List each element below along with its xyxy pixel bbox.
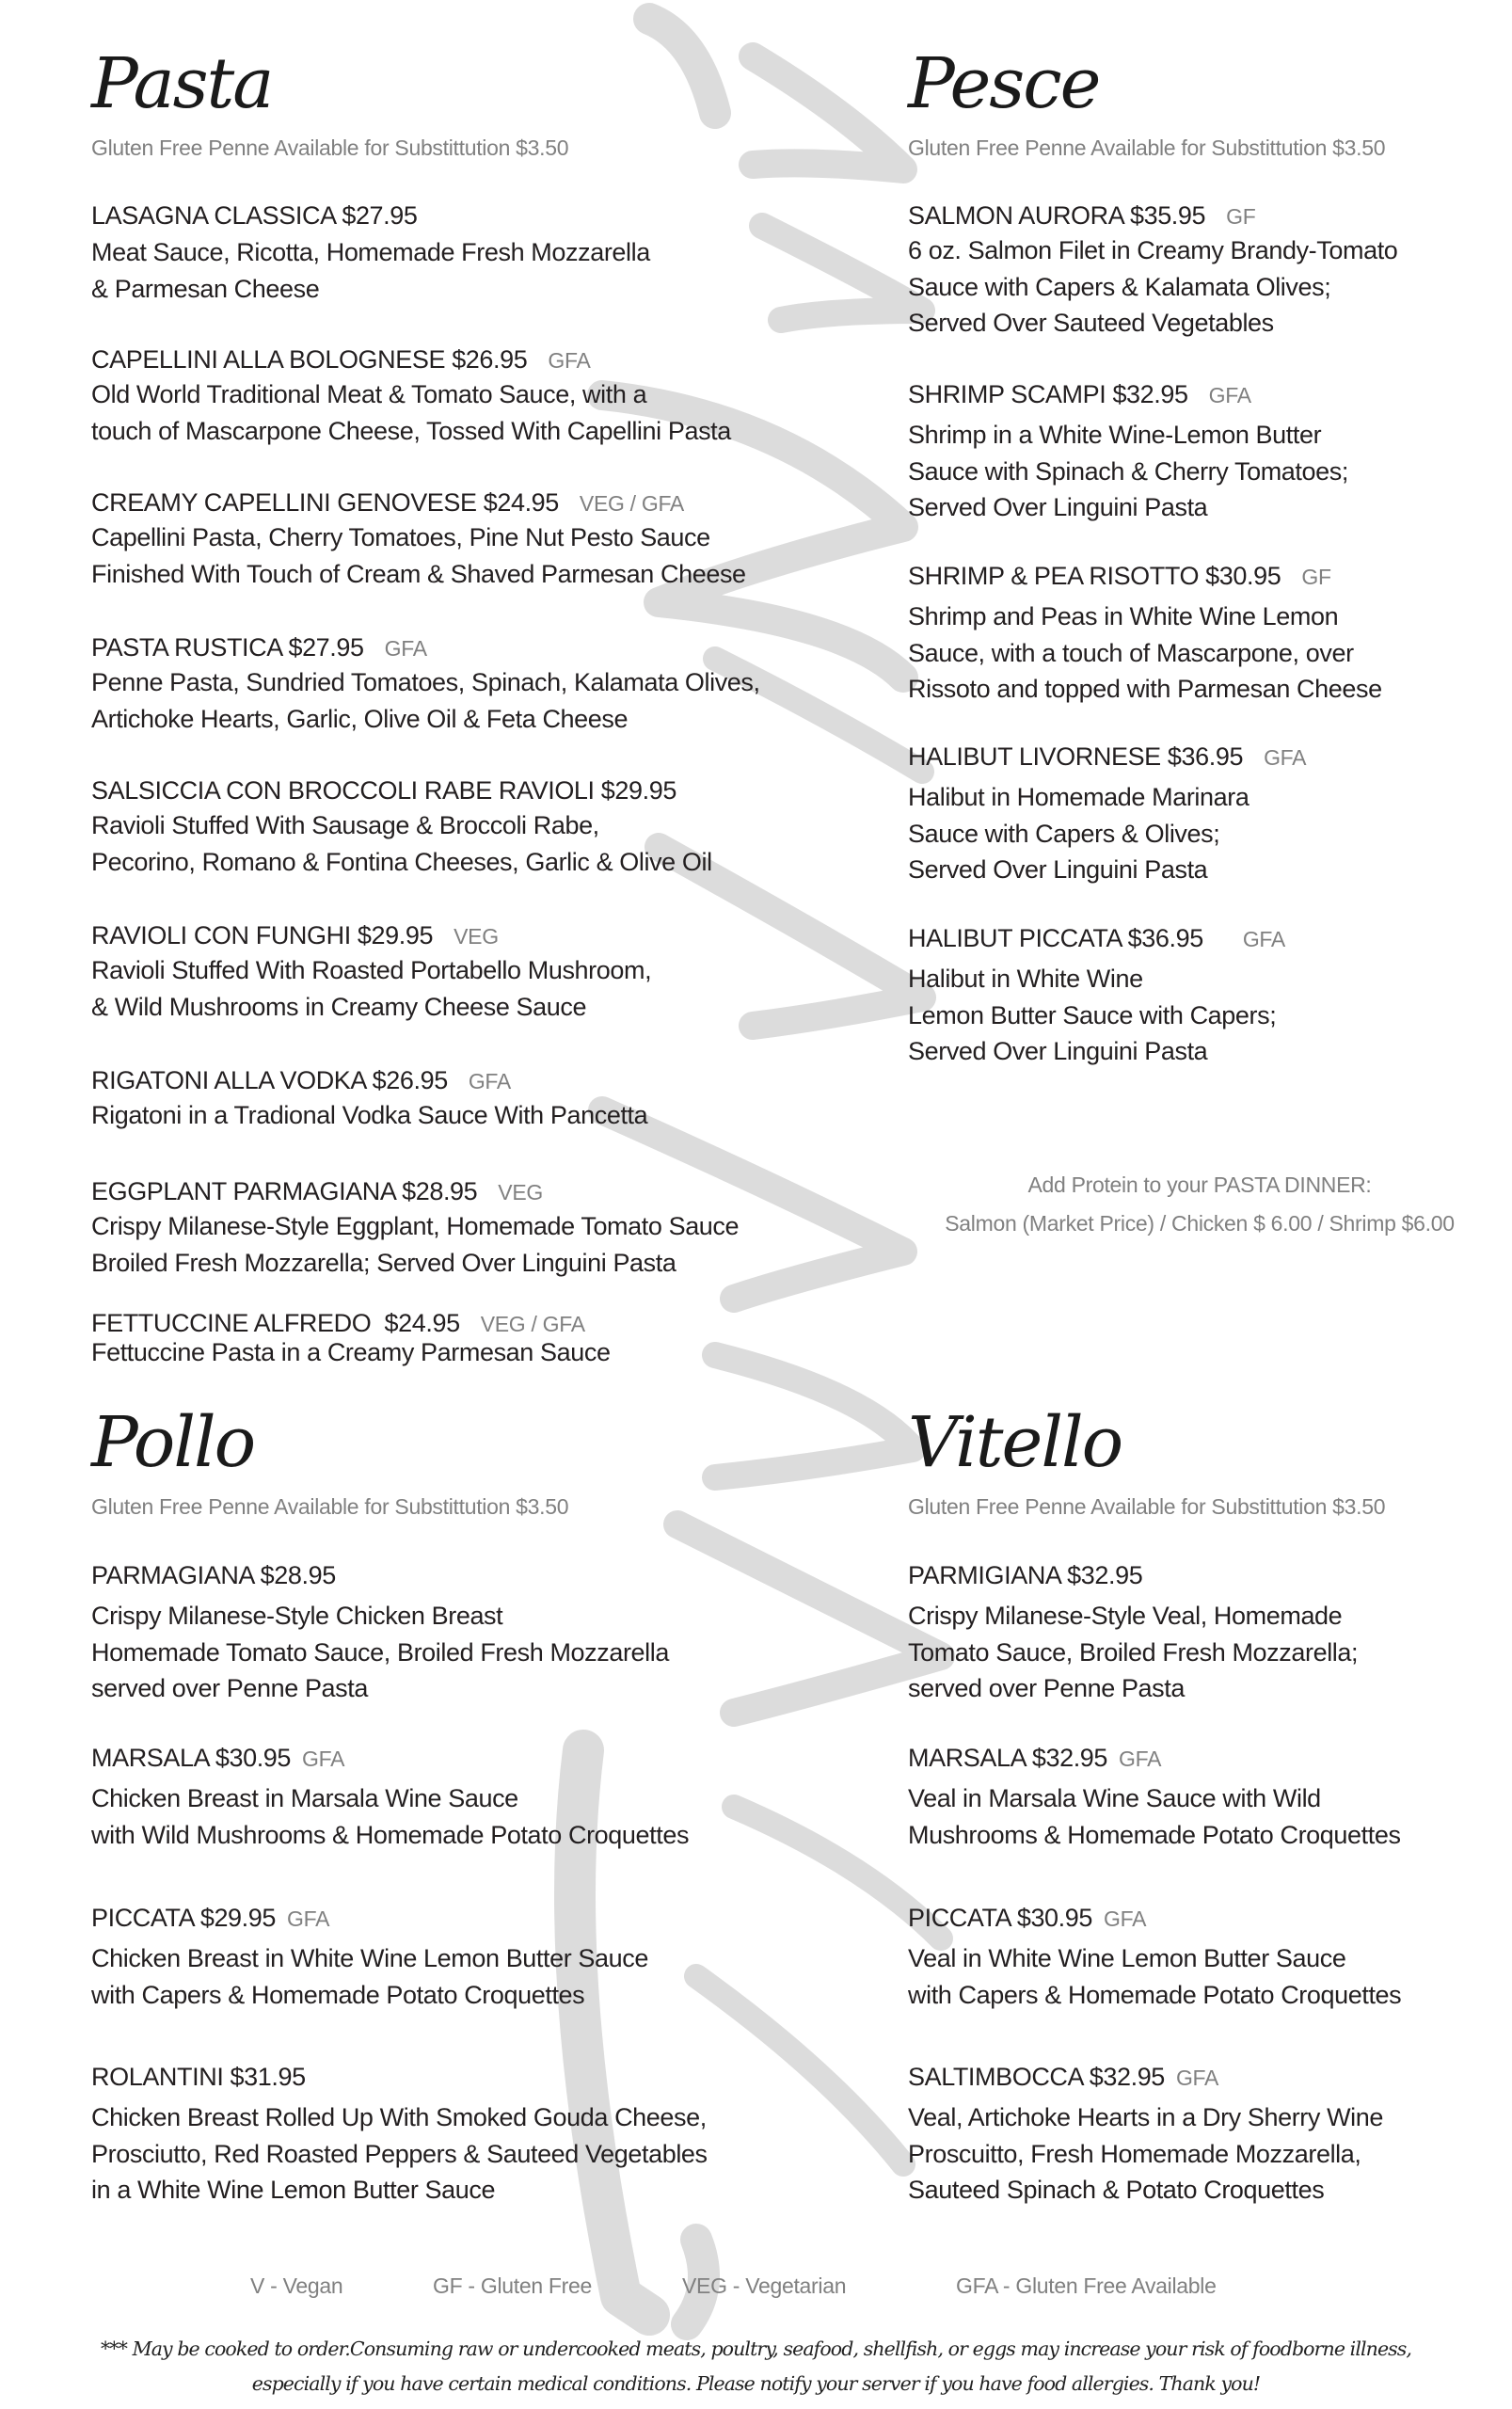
desc-line: Chicken Breast Rolled Up With Smoked Gouda Cheese,: [91, 2103, 707, 2131]
item-name-text: HALIBUT LIVORNESE $36.95: [908, 742, 1244, 771]
item-name-text: FETTUCCINE ALFREDO $24.95: [91, 1309, 460, 1337]
desc-line: Lemon Butter Sauce with Capers;: [908, 1000, 1277, 1029]
item-name: [91, 778, 712, 804]
item-name-text: HALIBUT PICCATA $36.95: [908, 924, 1203, 952]
desc-line: 6 oz. Salmon Filet in Creamy Brandy-Tomato: [908, 236, 1398, 264]
desc-line: Fettuccine Pasta in a Creamy Parmesan Sauce: [91, 1338, 611, 1366]
menu-item: [908, 1906, 1401, 2013]
item-description: [908, 232, 1397, 342]
add-protein-prices: Salmon (Market Price) / Chicken $ 6.00 / Shrimp $6.00: [945, 1211, 1455, 1236]
menu-item: [908, 1563, 1358, 1707]
section-subtitle-pollo: Gluten Free Penne Available for Substittution $3.50: [91, 1494, 569, 1519]
item-name-text: ROLANTINI $31.95: [91, 2063, 306, 2091]
desc-line: Veal in Marsala Wine Sauce with Wild: [908, 1784, 1321, 1812]
item-description: [91, 1598, 669, 1707]
item-name-text: LASAGNA CLASSICA $27.95: [91, 201, 418, 230]
item-description: [91, 807, 712, 880]
desc-line: Sauteed Spinach & Potato Croquettes: [908, 2176, 1325, 2204]
item-description: [91, 1097, 647, 1134]
item-name: [91, 203, 650, 229]
item-name-text: SALMON AURORA $35.95: [908, 201, 1206, 230]
item-description: [91, 519, 746, 592]
desc-line: Meat Sauce, Ricotta, Homemade Fresh Mozzarella: [91, 238, 650, 266]
desc-line: Chicken Breast in White Wine Lemon Butter Sauce: [91, 1944, 648, 1972]
section-title-pesce: Pesce: [908, 43, 1100, 124]
desc-line: Served Over Linguini Pasta: [908, 855, 1208, 884]
section-subtitle-pasta: Gluten Free Penne Available for Substittution $3.50: [91, 136, 569, 160]
item-description: [91, 664, 760, 737]
desc-line: Crispy Milanese-Style Eggplant, Homemade Tomato Sauce: [91, 1212, 740, 1240]
menu-item: [91, 1179, 739, 1281]
dietary-tag: VEG / GFA: [480, 1312, 585, 1336]
menu-item: [91, 1311, 611, 1371]
item-name: [91, 923, 651, 949]
dietary-tag: VEG / GFA: [579, 491, 684, 516]
item-name-text: SALSICCIA CON BROCCOLI RABE RAVIOLI $29.95: [91, 776, 676, 805]
item-name-text: CREAMY CAPELLINI GENOVESE $24.95: [91, 488, 559, 517]
desc-line: & Parmesan Cheese: [91, 274, 320, 303]
dietary-tag: GFA: [1264, 745, 1307, 770]
menu-item: [91, 490, 746, 592]
dietary-tag: GFA: [302, 1747, 345, 1771]
item-description: [91, 1334, 611, 1371]
dietary-tag: GFA: [1242, 927, 1285, 951]
desc-line: Ravioli Stuffed With Sausage & Broccoli Rabe,: [91, 811, 599, 839]
item-description: [91, 2099, 708, 2209]
item-name-text: PASTA RUSTICA $27.95: [91, 633, 364, 662]
desc-line: Rissoto and topped with Parmesan Cheese: [908, 675, 1382, 703]
desc-line: Sauce with Capers & Olives;: [908, 819, 1220, 848]
item-name: [91, 1563, 669, 1588]
desc-line: Sauce with Capers & Kalamata Olives;: [908, 272, 1331, 301]
desc-line: Penne Pasta, Sundried Tomatoes, Spinach, Kalamata Olives,: [91, 668, 760, 696]
dietary-tag: GFA: [468, 1069, 511, 1093]
item-name: [91, 1068, 647, 1093]
dietary-tag: GFA: [287, 1906, 330, 1931]
menu-item: [908, 926, 1285, 1070]
dietary-tag: GF: [1226, 204, 1256, 229]
disclaimer-line-1: *** May be cooked to order.Consuming raw or undercooked meats, poultry, seafood, shellfish, or eggs may increase your risk of foodborne illness,: [100, 2337, 1412, 2360]
item-description: [908, 598, 1382, 708]
desc-line: Served Over Linguini Pasta: [908, 493, 1208, 521]
item-description: [91, 234, 650, 307]
desc-line: Veal in White Wine Lemon Butter Sauce: [908, 1944, 1346, 1972]
legend-gluten-free-available: GFA - Gluten Free Available: [956, 2273, 1217, 2298]
item-name-text: PARMIGIANA $32.95: [908, 1561, 1143, 1589]
desc-line: Homemade Tomato Sauce, Broiled Fresh Mozzarella: [91, 1637, 669, 1667]
menu-item: [91, 635, 760, 737]
add-protein-heading: Add Protein to your PASTA DINNER:: [1027, 1173, 1372, 1197]
item-name-text: PARMAGIANA $28.95: [91, 1561, 336, 1589]
item-name-text: PICCATA $30.95: [908, 1904, 1093, 1932]
item-name: [91, 347, 731, 373]
desc-line: with Capers & Homemade Potato Croquettes: [908, 1980, 1402, 2009]
section-title-vitello: Vitello: [908, 1402, 1122, 1483]
item-name: [91, 1746, 689, 1771]
desc-line: Old World Traditional Meat & Tomato Sauce, with a: [91, 380, 647, 408]
desc-line: Capellini Pasta, Cherry Tomatoes, Pine Nut Pesto Sauce: [91, 523, 710, 551]
menu-item: [908, 203, 1397, 342]
item-name: [91, 635, 760, 661]
item-name: [908, 564, 1382, 589]
desc-line: Proscuitto, Fresh Homemade Mozzarella,: [908, 2139, 1361, 2168]
desc-line: Sauce, with a touch of Mascarpone, over: [908, 638, 1354, 667]
legend-gluten-free: GF - Gluten Free: [433, 2273, 593, 2298]
section-subtitle-pesce: Gluten Free Penne Available for Substittution $3.50: [908, 136, 1386, 160]
item-description: [908, 1940, 1401, 2013]
item-name-text: SHRIMP & PEA RISOTTO $30.95: [908, 562, 1281, 590]
item-name: [908, 926, 1285, 951]
desc-line: Served Over Linguini Pasta: [908, 1037, 1208, 1065]
item-description: [908, 2099, 1383, 2209]
item-name: [91, 1179, 739, 1204]
item-description: [908, 1598, 1358, 1707]
disclaimer-line-2: especially if you have certain medical conditions. Please notify your server if you have food allergies. Thank you!: [251, 2372, 1261, 2395]
item-name: [908, 203, 1397, 229]
desc-line: Prosciutto, Red Roasted Peppers & Sauteed Vegetables: [91, 2139, 708, 2168]
item-description: [91, 1940, 648, 2013]
item-name: [908, 382, 1348, 407]
dietary-tag: GFA: [1104, 1906, 1147, 1931]
dietary-tag: GFA: [548, 348, 591, 373]
section-title-pasta: Pasta: [91, 43, 273, 124]
desc-line: served over Penne Pasta: [91, 1674, 368, 1702]
item-name: [91, 1311, 611, 1336]
item-name-text: PICCATA $29.95: [91, 1904, 277, 1932]
desc-line: Tomato Sauce, Broiled Fresh Mozzarella;: [908, 1637, 1359, 1667]
desc-line: Sauce with Spinach & Cherry Tomatoes;: [908, 456, 1348, 486]
dietary-tag: VEG: [498, 1180, 543, 1204]
desc-line: Halibut in Homemade Marinara: [908, 783, 1249, 811]
desc-line: Shrimp in a White Wine-Lemon Butter: [908, 421, 1322, 449]
desc-line: Veal, Artichoke Hearts in a Dry Sherry Wine: [908, 2103, 1384, 2131]
dietary-tag: GFA: [1119, 1747, 1162, 1771]
desc-line: Pecorino, Romano & Fontina Cheeses, Garlic & Olive Oil: [91, 847, 712, 876]
menu-item: [91, 1068, 647, 1134]
item-description: [908, 1780, 1401, 1853]
item-name: [91, 1906, 648, 1931]
desc-line: Halibut in White Wine: [908, 965, 1143, 993]
item-name-text: SALTIMBOCCA $32.95: [908, 2063, 1165, 2091]
menu-item: [91, 1746, 689, 1853]
item-description: [91, 952, 651, 1025]
item-name: [91, 2065, 708, 2090]
desc-line: with Capers & Homemade Potato Croquettes: [91, 1980, 585, 2009]
menu-item: [91, 347, 731, 449]
item-name: [908, 1563, 1358, 1588]
desc-line: Crispy Milanese-Style Veal, Homemade: [908, 1602, 1343, 1630]
item-description: [91, 1780, 689, 1853]
menu-item: [908, 744, 1306, 888]
desc-line: Ravioli Stuffed With Roasted Portabello Mushroom,: [91, 956, 652, 984]
desc-line: Chicken Breast in Marsala Wine Sauce: [91, 1784, 518, 1812]
section-subtitle-vitello: Gluten Free Penne Available for Substittution $3.50: [908, 1494, 1386, 1519]
dietary-tag: VEG: [454, 924, 499, 949]
dietary-tag: GFA: [384, 636, 427, 661]
item-description: [91, 376, 731, 449]
item-name-text: RIGATONI ALLA VODKA $26.95: [91, 1066, 448, 1094]
menu-item: [91, 1906, 648, 2013]
item-name: [91, 490, 746, 516]
legend-vegan: V - Vegan: [250, 2273, 343, 2298]
menu-item: [91, 203, 650, 307]
desc-line: & Wild Mushrooms in Creamy Cheese Sauce: [91, 992, 587, 1021]
item-name: [908, 1746, 1401, 1771]
allergy-disclaimer: [0, 2332, 1512, 2401]
item-name-text: EGGPLANT PARMAGIANA $28.95: [91, 1177, 478, 1205]
menu-item: [91, 2065, 708, 2209]
item-name: [908, 2065, 1383, 2090]
item-description: [908, 779, 1306, 888]
desc-line: in a White Wine Lemon Butter Sauce: [91, 2176, 496, 2204]
menu-item: [908, 382, 1348, 526]
item-name: [908, 744, 1306, 770]
desc-line: Mushrooms & Homemade Potato Croquettes: [908, 1820, 1401, 1849]
section-title-pollo: Pollo: [91, 1402, 255, 1483]
desc-line: Crispy Milanese-Style Chicken Breast: [91, 1602, 503, 1630]
item-name-text: SHRIMP SCAMPI $32.95: [908, 380, 1188, 408]
menu-item: [91, 778, 712, 880]
dietary-tag: GF: [1301, 565, 1331, 589]
item-name-text: MARSALA $30.95: [91, 1744, 292, 1772]
desc-line: served over Penne Pasta: [908, 1674, 1185, 1702]
menu-item: [908, 1746, 1401, 1853]
item-description: [908, 417, 1348, 526]
desc-line: Served Over Sauteed Vegetables: [908, 309, 1274, 337]
desc-line: Broiled Fresh Mozzarella; Served Over Linguini Pasta: [91, 1248, 676, 1277]
desc-line: with Wild Mushrooms & Homemade Potato Croquettes: [91, 1820, 690, 1849]
desc-line: Artichoke Hearts, Garlic, Olive Oil & Feta Cheese: [91, 704, 629, 733]
menu-item: [91, 923, 651, 1025]
add-protein-note: [899, 1174, 1501, 1235]
legend-vegetarian: VEG - Vegetarian: [682, 2273, 847, 2298]
menu-item: [908, 564, 1382, 708]
item-name-text: RAVIOLI CON FUNGHI $29.95: [91, 921, 434, 949]
menu-item: [91, 1563, 669, 1707]
menu-item: [908, 2065, 1383, 2209]
item-name: [908, 1906, 1401, 1931]
item-name-text: MARSALA $32.95: [908, 1744, 1108, 1772]
item-name-text: CAPELLINI ALLA BOLOGNESE $26.95: [91, 345, 528, 374]
item-description: [91, 1208, 739, 1281]
desc-line: Rigatoni in a Tradional Vodka Sauce With Pancetta: [91, 1101, 648, 1129]
desc-line: Finished With Touch of Cream & Shaved Parmesan Cheese: [91, 559, 746, 588]
desc-line: touch of Mascarpone Cheese, Tossed With Capellini Pasta: [91, 416, 731, 445]
dietary-tag: GFA: [1175, 2066, 1219, 2090]
desc-line: Shrimp and Peas in White Wine Lemon: [908, 602, 1339, 630]
item-description: [908, 961, 1285, 1070]
dietary-tag: GFA: [1208, 383, 1251, 407]
